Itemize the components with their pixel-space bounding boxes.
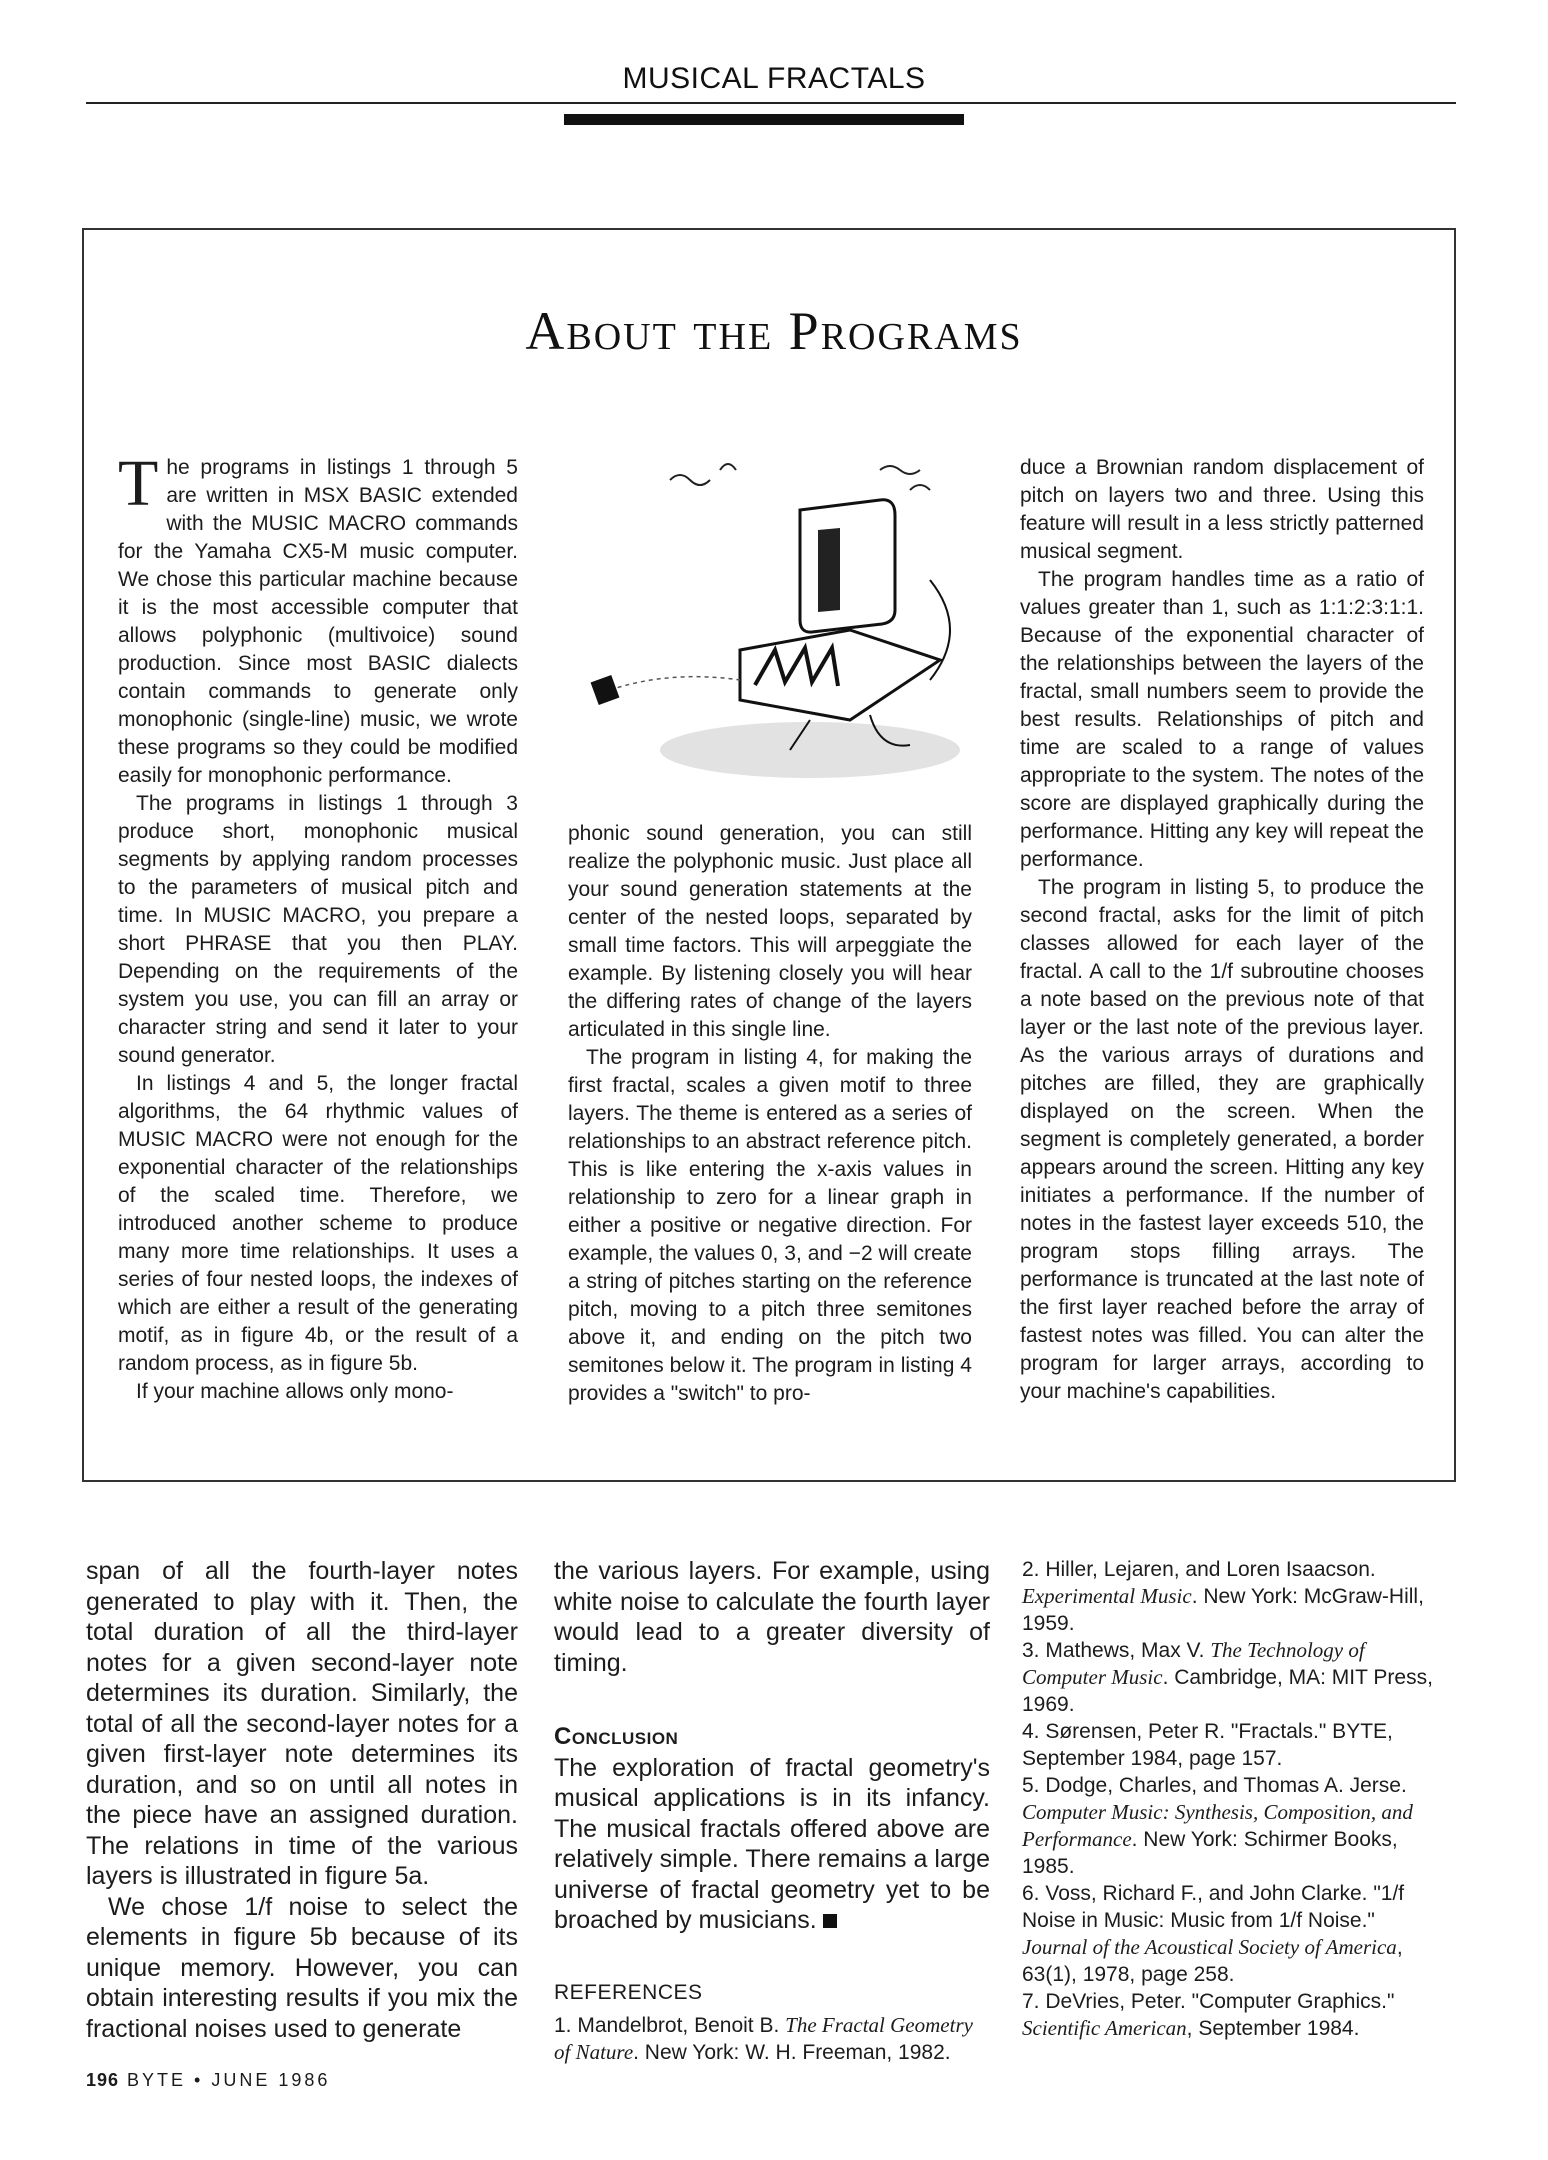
body-column-2	[554, 1556, 990, 2066]
references-heading: REFERENCES	[554, 1980, 703, 2004]
sidebar-paragraph: In listings 4 and 5, the longer fractal algorithms, the 64 rhythmic values of MUSIC MACRO were not enough for the exponential character of the relationships of the scaled time. Therefore, we introduced another scheme to produce many more time relationships. It uses a series of four nested loops, the indexes of which are either a result of the generating motif, as in figure 4b, or the result of a random process, as in figure 5b.	[118, 1072, 518, 1375]
references-column	[1022, 1556, 1446, 2042]
conclusion-paragraph	[554, 1753, 990, 1936]
cable	[610, 677, 740, 690]
computer-illustration	[550, 450, 990, 810]
reference-item	[1022, 1772, 1446, 1880]
reference-rest: . New York: Schirmer Books, 1985.	[1022, 1828, 1398, 1878]
sidebar-column-3	[1020, 454, 1424, 1406]
illustration-shadow	[660, 722, 960, 778]
page-footer	[86, 2070, 330, 2091]
body-paragraph: We chose 1/f noise to select the elements in figure 5b because of its unique memory. However, you can obtain interesting results if you mix the fractional noises used to generate	[86, 1892, 518, 2043]
sidebar-paragraph: The program handles time as a ratio of values greater than 1, such as 1:1:2:3:1:1. Because of the exponential character of the relationships between the layers of the fractal, small numbers seem to provide the best results. Relationships of pitch and time are scaled to a range of values appropriate to the system. The notes of the score are displayed graphically during the performance. Hitting any key will repeat the performance.	[1020, 568, 1424, 871]
sidebar-paragraph: If your machine allows only mono-	[136, 1380, 454, 1403]
reference-text: 5. Dodge, Charles, and Thomas A. Jerse.	[1022, 1774, 1407, 1797]
sidebar-paragraph: phonic sound generation, you can still realize the polyphonic music. Just place all your sound generation statements at the center of the nested loops, separated by small time factors. This will arpeggiate the example. By listening closely you will hear the differing rates of change of the layers articulated in this single line.	[568, 822, 972, 1041]
reference-item	[1022, 1556, 1446, 1637]
section-title: MUSICAL FRACTALS	[622, 62, 926, 95]
sidebar-paragraph: The program in listing 5, to produce the second fractal, asks for the limit of pitch classes allowed for each layer of the fractal. A call to the 1/f subroutine chooses a note based on the previous note of that layer or the last note of the previous layer. As the various arrays of durations and pitches are filled, they are graphically displayed on the screen. When the segment is completely generated, a border appears around the screen. Hitting any key initiates a performance. If the number of notes in the fastest layer exceeds 510, the program stops filling arrays. The performance is truncated at the last note of the first layer reached before the array of fastest notes was filled. You can alter the program for larger arrays, according to your machine's capabilities.	[1020, 876, 1424, 1403]
end-mark-icon	[823, 1914, 837, 1928]
reference-item	[1022, 1637, 1446, 1718]
reference-text: 2. Hiller, Lejaren, and Loren Isaacson.	[1022, 1558, 1376, 1581]
reference-rest: , 63(1), 1978, page 258.	[1022, 1936, 1403, 1986]
sidebar-paragraph: The program in listing 4, for making the first fractal, scales a given motif to three layers. The theme is entered as a series of relationships to an abstract reference pitch. This is like entering the x-axis values in relationship to zero for a linear graph in either a positive or negative direction. For example, the values 0, 3, and −2 will create a string of pitches starting on the reference pitch, moving to a pitch three semitones above it, and ending on the pitch two semitones below it. The program in listing 4 provides a "switch" to pro-	[568, 1046, 972, 1405]
sidebar-paragraph-text: he programs in listings 1 through 5 are written in MSX BASIC extended with the MUSIC MACRO commands for the Yamaha CX5-M music computer. We chose this particular machine because it is the most accessible computer that allows polyphonic (multivoice) sound production. Since most BASIC dialects contain commands to generate only monophonic (single-line) music, we wrote these programs so they could be modified easily for monophonic performance.	[118, 456, 518, 787]
monitor-screen	[818, 528, 840, 612]
reference-item	[554, 2012, 990, 2066]
sidebar-title: About the Programs	[525, 301, 1023, 361]
floppy-disk-icon	[591, 675, 620, 705]
sidebar-paragraph	[118, 447, 518, 790]
conclusion-heading: Conclusion	[554, 1723, 679, 1750]
sidebar-paragraph: duce a Brownian random displacement of pitch on layers two and three. Using this feature will result in a less strictly patterned musical segment.	[1020, 456, 1424, 563]
reference-text: 3. Mathews, Max V.	[1022, 1639, 1211, 1662]
reference-source: Scientific American	[1022, 2016, 1187, 2040]
drop-cap: T	[118, 447, 159, 520]
reference-item	[1022, 1880, 1446, 1988]
reference-text: 7. DeVries, Peter. "Computer Graphics."	[1022, 1990, 1395, 2013]
reference-text: 4. Sørensen, Peter R. "Fractals." BYTE, September 1984, page 157.	[1022, 1720, 1393, 1770]
conclusion-text: The exploration of fractal geometry's musical applications is in its infancy. The musical fractals offered above are relatively simple. There remains a large universe of fractal geometry yet to be broached by musicians.	[554, 1753, 990, 1934]
header-rule	[86, 102, 1456, 104]
reference-rest: , September 1984.	[1186, 2017, 1360, 2040]
reference-text: 1. Mandelbrot, Benoit B.	[554, 2014, 786, 2037]
reference-rest: . New York: W. H. Freeman, 1982.	[633, 2041, 951, 2064]
reference-rest: . New York: McGraw-Hill, 1959.	[1022, 1585, 1424, 1635]
keyboard-box	[740, 630, 940, 720]
motion-scribbles	[670, 464, 930, 490]
reference-text: 6. Voss, Richard F., and John Clarke. "1/f Noise in Music: Music from 1/f Noise."	[1022, 1882, 1405, 1932]
body-column-1	[86, 1556, 518, 2044]
reference-source: The Fractal Geometry of Nature	[554, 2013, 973, 2064]
reference-item	[1022, 1718, 1446, 1772]
reference-source: Computer Music: Synthesis, Composition, and Performance	[1022, 1800, 1413, 1851]
body-paragraph: span of all the fourth-layer notes generated to play with it. Then, the total duration of all the third-layer notes for a given second-layer note determines its duration. Similarly, the total of all the second-layer notes for a given first-layer note determines its duration, and so on until all notes in the piece have an assigned duration. The relations in time of the various layers is illustrated in figure 5a.	[86, 1557, 518, 1890]
reference-source: Journal of the Acoustical Society of America	[1022, 1935, 1397, 1959]
reference-source: The Technology of Computer Music	[1022, 1638, 1365, 1689]
sidebar-paragraph: The programs in listings 1 through 3 produce short, monophonic musical segments by applying random processes to the parameters of musical pitch and time. In MUSIC MACRO, you prepare a short PHRASE that you then PLAY. Depending on the requirements of the system you use, you can fill an array or character string and send it later to your sound generator.	[118, 792, 518, 1067]
page-number: 196	[86, 2070, 120, 2090]
reference-source: Experimental Music	[1022, 1584, 1192, 1608]
body-paragraph: the various layers. For example, using white noise to calculate the fourth layer would lead to a greater diversity of timing.	[554, 1557, 990, 1677]
sidebar-column-1	[118, 447, 518, 1406]
publication-line: BYTE • JUNE 1986	[127, 2070, 331, 2090]
sidebar-column-2	[568, 820, 972, 1408]
reference-item	[1022, 1988, 1446, 2042]
header-bar	[564, 114, 964, 125]
monitor	[800, 500, 895, 632]
reference-rest: . Cambridge, MA: MIT Press, 1969.	[1022, 1666, 1433, 1716]
